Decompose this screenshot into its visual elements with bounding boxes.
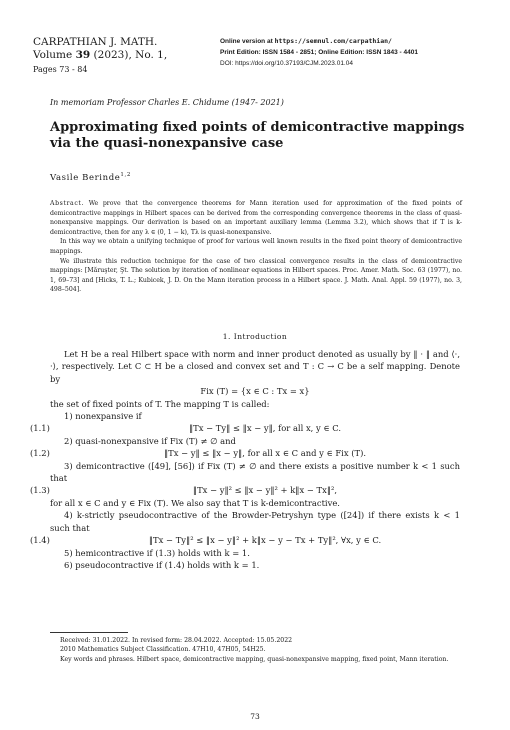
fixed-points-sentence: the set of fixed points of T. The mapping T is called: xyxy=(50,398,270,409)
equation-1-3: (1.3) ‖Tx − y‖² ≤ ‖x − y‖² + k‖x − Tx‖², xyxy=(30,485,338,496)
footnote xyxy=(50,636,462,664)
equation-1-2: (1.2) ‖Tx − y‖ ≤ ‖x − y‖, for all x ∈ C and y ∈ Fix (T). xyxy=(30,448,367,459)
doi[interactable]: DOI: https://doi.org/10.37193/CJM.2023.01.04 xyxy=(220,60,353,67)
abstract xyxy=(50,199,462,295)
body-text xyxy=(30,348,460,571)
journal-pages: Pages 73 - 84 xyxy=(33,65,88,74)
paper-title: Approximating fixed points of demicontractive mappings via the quasi-nonexpansive case xyxy=(50,120,465,151)
definition-5: 5) hemicontractive if (1.3) holds with k = 1. xyxy=(64,547,250,558)
definition-3: 3) demicontractive ([49], [56]) if Fix (T) ≠ ∅ and there exists a positive number k < 1 such that xyxy=(50,460,460,484)
equation-fix: Fix (T) = {x ∈ C : Tx = x} xyxy=(200,386,310,397)
equation-number: (1.4) xyxy=(30,535,50,546)
equation-number: (1.3) xyxy=(30,485,50,496)
abstract-p1: Abstract. We prove that the convergence theorems for Mann iteration used for approximation of the fixed points of demicontractive mappings in Hilbert spaces can be derived from the corresponding convergence theorems in the class of quasi-nonexpansive mappings. Our derivation is based on an important auxiliary lemma (Lemma 3.2), which shows that if T is k-demicontractive, then for any λ ∈ (0, 1 − k), Tλ is quasi-nonexpansive. xyxy=(50,200,463,236)
equation-number: (1.1) xyxy=(30,423,50,434)
memoriam-dedication: In memoriam Professor Charles E. Chidume (1947- 2021) xyxy=(50,98,284,107)
definition-1: 1) nonexpansive if xyxy=(64,411,142,422)
keywords: Key words and phrases. Hilbert space, demicontractive mapping, quasi-nonexpansive mapping, fixed point, Mann iteration. xyxy=(60,655,449,663)
definition-6: 6) pseudocontractive if (1.4) holds with k = 1. xyxy=(64,559,260,570)
demicontractive-note: for all x ∈ C and y ∈ Fix (T). We also say that T is k-demicontractive. xyxy=(50,497,340,508)
abstract-label: Abstract. xyxy=(50,200,85,207)
msc-classification: 2010 Mathematics Subject Classification. 47H10, 47H05, 54H25. xyxy=(60,646,266,654)
online-version: Online version at https://semnul.com/carpathian/ xyxy=(220,37,392,45)
print-edition: Print Edition: ISSN 1584 - 2851; Online Edition: ISSN 1843 - 4401 xyxy=(220,49,418,56)
footnote-rule xyxy=(50,632,128,633)
equation-1-4: (1.4) ‖Tx − Ty‖² ≤ ‖x − y‖² + k‖x − y − Tx + Ty‖², ∀x, y ∈ C. xyxy=(30,535,382,546)
publication-info xyxy=(220,36,490,69)
equation-1-1: (1.1) ‖Tx − Ty‖ ≤ ‖x − y‖, for all x, y ∈ C. xyxy=(30,423,342,434)
received-dates: Received: 31.01.2022. In revised form: 28.04.2022. Accepted: 15.05.2022 xyxy=(60,637,293,644)
author: Vasile Berinde$^{1,2}$ xyxy=(50,172,131,183)
journal-info xyxy=(33,36,213,76)
equation-number: (1.2) xyxy=(30,448,50,459)
online-url[interactable]: https://semnul.com/carpathian/ xyxy=(274,37,392,45)
abstract-p3: We illustrate this reduction technique for the case of two classical convergence results in the class of demicontractive mappings: [Măruşter, Şt. The solution by iteration of nonlinear equations in Hilbert spaces. Proc. Amer. Math. Soc. 63 (1977), no. 1, 69–73] and [Hicks, T. L.; Kubicek, J. D. On the Mann iteration process in a Hilbert space. J. Math. Anal. Appl. 59 (1977), no. 3, 498–504]. xyxy=(50,257,462,294)
definition-4: 4) k-strictly pseudocontractive of the Browder-Petryshyn type ([24]) if there exists k < 1 such that xyxy=(50,510,460,533)
journal-volume: Volume 39 (2023), No. 1, xyxy=(33,49,168,61)
definition-2: 2) quasi-nonexpansive if Fix (T) ≠ ∅ and xyxy=(64,435,236,446)
journal-name: CARPATHIAN J. MATH. xyxy=(33,36,158,48)
abstract-p2: In this way we obtain a unifying technique of proof for various well known results in the fixed point theory of demicontractive mappings. xyxy=(50,238,462,255)
intro-paragraph: Let H be a real Hilbert space with norm and inner product denoted as usually by ‖ · ‖ and ⟨·, ·⟩, respectively. Let C ⊂ H be a closed and convex set and T : C → C be a self mapping. Denote by xyxy=(50,349,460,384)
section-heading: 1. Introduction xyxy=(222,332,288,341)
page-number: 73 xyxy=(250,712,260,721)
